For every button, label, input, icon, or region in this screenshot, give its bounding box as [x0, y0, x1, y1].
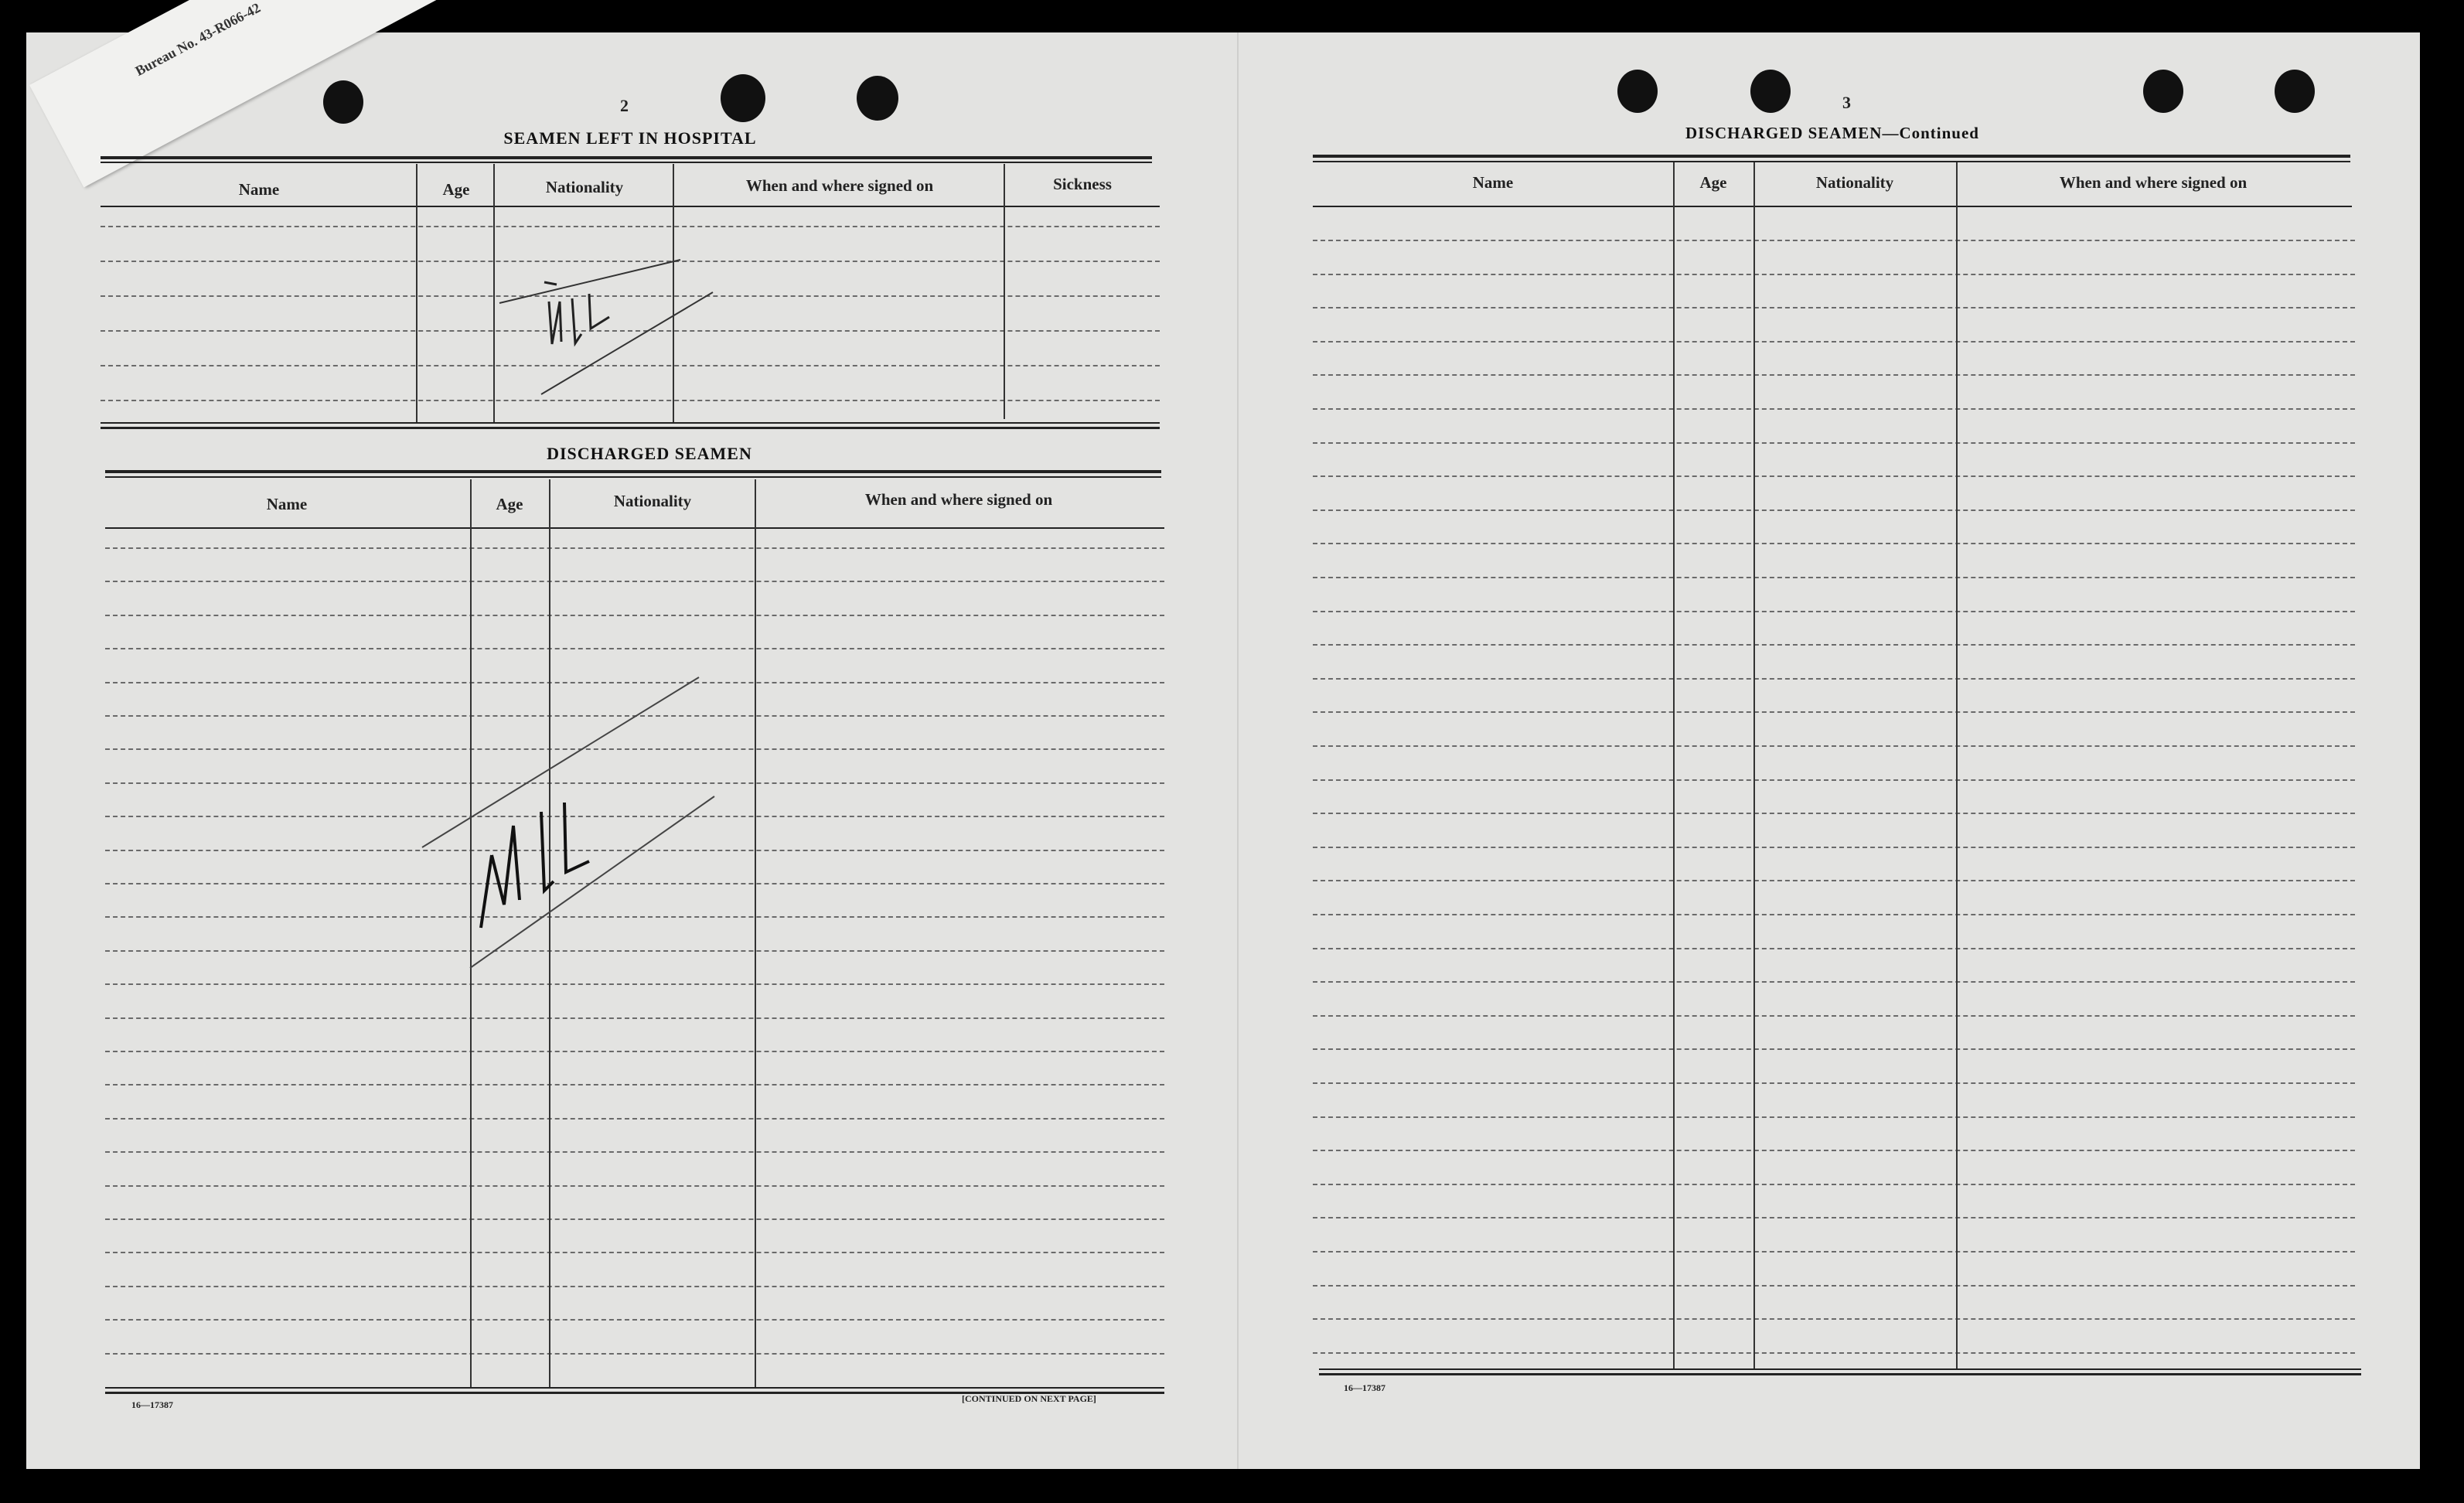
table-row-line [1313, 374, 2355, 376]
punch-hole [721, 74, 765, 122]
table-row-line [105, 1118, 1164, 1120]
table-row-line [105, 581, 1164, 582]
discharged-section-title: DISCHARGED SEAMEN [547, 444, 752, 463]
punch-hole [1750, 70, 1791, 113]
table-row-line [1313, 577, 2355, 578]
right-form-number: 16—17387 [1344, 1382, 1385, 1393]
table-row-line [1313, 307, 2355, 308]
discharged-col-age: Age [496, 495, 523, 513]
hospital-bottom-rule [101, 422, 1160, 424]
table-row-line [105, 1286, 1164, 1287]
discharged-top-rule-2 [105, 476, 1161, 478]
table-row-line [1313, 813, 2355, 814]
table-row-line [1313, 475, 2355, 477]
table-row-line [105, 1084, 1164, 1086]
table-row-line [105, 1017, 1164, 1019]
continued-note: [CONTINUED ON NEXT PAGE] [962, 1393, 1096, 1404]
discharged-col-divider [755, 479, 756, 1387]
table-row-line [1313, 543, 2355, 544]
table-row-line [105, 1353, 1164, 1355]
hospital-top-rule-2 [101, 162, 1152, 163]
right-col-nationality: Nationality [1815, 173, 1894, 192]
left-form-number: 16—17387 [131, 1399, 173, 1410]
table-row-line [1313, 1318, 2355, 1320]
hospital-bottom-rule-2 [101, 427, 1160, 429]
table-row-line [105, 1218, 1164, 1220]
right-col-divider [1673, 162, 1675, 1370]
punch-hole [2275, 70, 2315, 113]
hospital-col-divider [1004, 164, 1005, 419]
hospital-col-age: Age [442, 180, 470, 199]
table-row-line [1313, 678, 2355, 680]
table-row-line [1313, 341, 2355, 343]
punch-hole [1617, 70, 1658, 113]
right-bottom-rule-2 [1319, 1373, 2361, 1375]
table-row-line [1313, 880, 2355, 881]
hospital-top-rule [101, 156, 1152, 159]
table-row-line [105, 1252, 1164, 1253]
table-row-line [1313, 1285, 2355, 1287]
table-row-line [1313, 914, 2355, 915]
hospital-nil-handwriting [495, 255, 727, 402]
table-row-line [1313, 644, 2355, 646]
hospital-col-sickness: Sickness [1053, 175, 1112, 193]
table-row-line [1313, 240, 2355, 241]
page-fold [1237, 32, 1239, 1469]
hospital-col-name: Name [238, 180, 280, 199]
right-col-divider [1753, 162, 1755, 1370]
discharged-col-nationality: Nationality [613, 492, 692, 510]
table-row-line [105, 1151, 1164, 1153]
table-row-line [105, 615, 1164, 616]
table-row-line [1313, 1352, 2355, 1354]
table-row-line [1313, 1082, 2355, 1084]
table-row-line [1313, 442, 2355, 444]
hospital-col-signed-on: When and where signed on [745, 176, 934, 195]
table-row-line [105, 648, 1164, 649]
table-row-line [105, 1319, 1164, 1321]
table-row-line [1313, 510, 2355, 511]
left-page-number: 2 [620, 96, 629, 115]
hospital-section-title: SEAMEN LEFT IN HOSPITAL [503, 128, 757, 148]
discharged-header-rule [105, 527, 1164, 529]
table-row-line [1313, 1150, 2355, 1151]
table-row-line [1313, 1184, 2355, 1185]
tab-text: Bureau No. 43-R066-42 [132, 0, 264, 79]
discharged-col-name: Name [266, 495, 308, 513]
table-row-line [105, 983, 1164, 985]
hospital-col-nationality: Nationality [545, 178, 624, 196]
table-row-line [1313, 1251, 2355, 1252]
right-section-title: DISCHARGED SEAMEN—Continued [1685, 124, 1979, 142]
hospital-col-divider [416, 164, 417, 424]
table-row-line [101, 226, 1160, 227]
punch-hole [857, 76, 898, 121]
right-col-name: Name [1472, 173, 1514, 192]
table-row-line [1313, 711, 2355, 713]
table-row-line [1313, 779, 2355, 781]
right-header-rule [1313, 206, 2352, 207]
discharged-nil-handwriting [417, 673, 727, 974]
punch-hole [323, 80, 363, 124]
hospital-header-rule [101, 206, 1160, 207]
punch-hole [2143, 70, 2183, 113]
table-row-line [1313, 1217, 2355, 1218]
table-row-line [1313, 1015, 2355, 1017]
table-row-line [1313, 1116, 2355, 1118]
table-row-line [1313, 611, 2355, 612]
table-row-line [105, 1051, 1164, 1052]
right-page-number: 3 [1842, 93, 1851, 112]
discharged-top-rule [105, 470, 1161, 473]
right-col-divider [1956, 162, 1958, 1370]
table-row-line [1313, 274, 2355, 275]
right-col-signed-on: When and where signed on [2059, 173, 2248, 192]
table-row-line [1313, 745, 2355, 747]
discharged-bottom-rule [105, 1387, 1164, 1389]
right-bottom-rule [1319, 1368, 2361, 1370]
table-row-line [1313, 948, 2355, 949]
table-row-line [1313, 408, 2355, 410]
right-top-rule-2 [1313, 161, 2350, 162]
right-top-rule [1313, 155, 2350, 158]
table-row-line [105, 547, 1164, 549]
discharged-col-signed-on: When and where signed on [864, 490, 1053, 509]
right-col-age: Age [1699, 173, 1727, 192]
table-row-line [1313, 847, 2355, 848]
table-row-line [1313, 1048, 2355, 1050]
table-row-line [1313, 981, 2355, 983]
table-row-line [105, 1185, 1164, 1187]
